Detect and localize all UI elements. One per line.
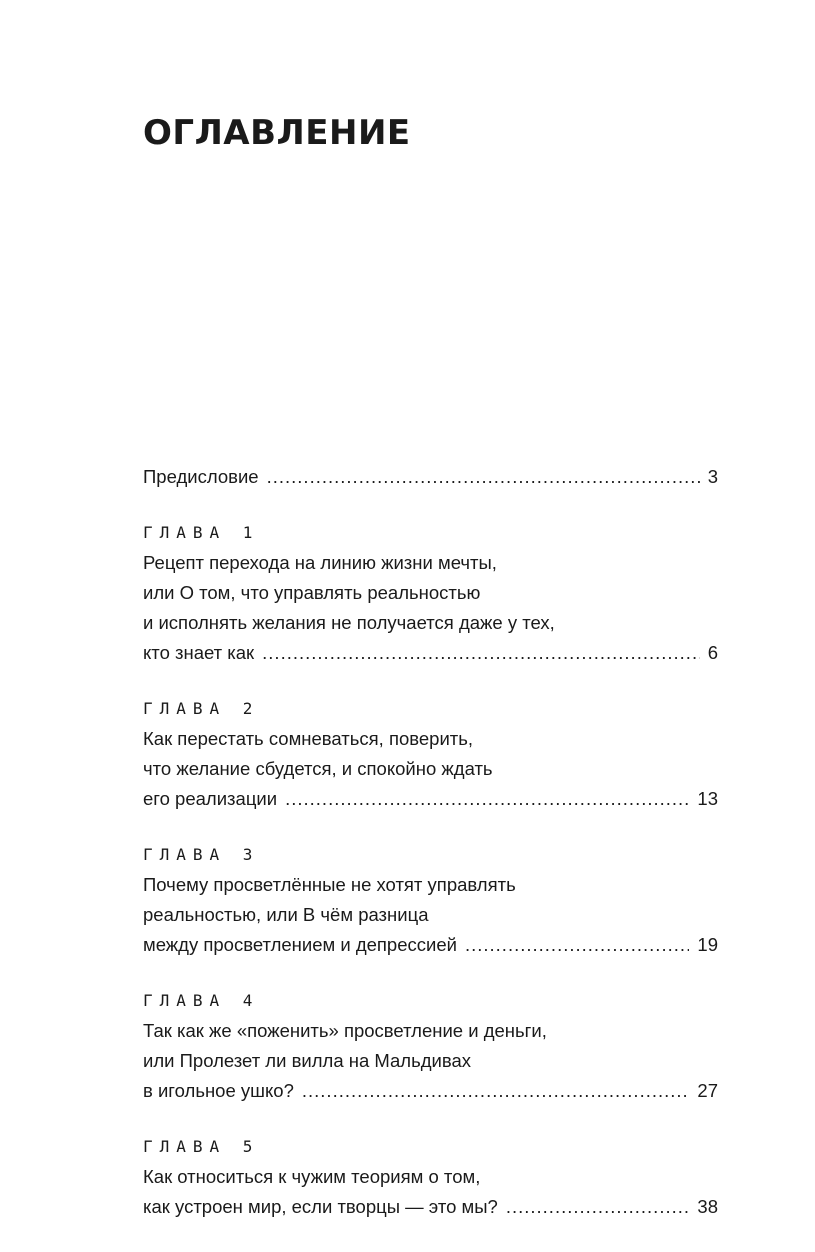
chapter-title-line: Как перестать сомневаться, поверить, [143, 728, 474, 749]
chapter-title-line: его реализации [143, 788, 278, 809]
toc-entry-title: Предисловие [143, 466, 259, 487]
toc-line [143, 638, 718, 668]
dot-leader [465, 930, 689, 960]
chapter-title-line: и исполнять желания не получается даже у тех, [143, 612, 555, 633]
dot-leader [267, 462, 700, 492]
chapter-label: ГЛАВА 3 [143, 845, 260, 864]
toc-entry-chapter-2[interactable] [143, 694, 718, 814]
page-number: 19 [697, 934, 718, 955]
toc-line [143, 1192, 718, 1222]
chapter-title-line: реальностью, или В чём разница [143, 904, 429, 925]
chapter-title-line: как устроен мир, если творцы — это мы? [143, 1196, 498, 1217]
page-number: 6 [707, 642, 718, 663]
page-title: ОГЛАВЛЕНИЕ [143, 113, 411, 153]
chapter-title-line: Так как же «поженить» просветление и деньги, [143, 1020, 547, 1041]
chapter-label: ГЛАВА 1 [143, 523, 260, 542]
chapter-title-line: Как относиться к чужим теориям о том, [143, 1166, 481, 1187]
toc-line [143, 784, 718, 814]
dot-leader [302, 1076, 690, 1106]
toc-entry-preface[interactable] [143, 462, 718, 492]
dot-leader [506, 1192, 690, 1222]
page-number: 38 [697, 1196, 718, 1217]
toc-line [143, 1076, 718, 1106]
chapter-label: ГЛАВА 5 [143, 1137, 260, 1156]
chapter-title-line: что желание сбудется, и спокойно ждать [143, 758, 493, 779]
toc-line [143, 462, 718, 492]
chapter-label: ГЛАВА 2 [143, 699, 260, 718]
chapter-title-line: между просветлением и депрессией [143, 934, 457, 955]
chapter-label: ГЛАВА 4 [143, 991, 260, 1010]
chapter-title-line: Рецепт перехода на линию жизни мечты, [143, 552, 497, 573]
chapter-title-line: или Пролезет ли вилла на Мальдивах [143, 1050, 472, 1071]
toc-line [143, 930, 718, 960]
dot-leader [262, 638, 700, 668]
chapter-title-line: кто знает как [143, 642, 255, 663]
toc-entry-chapter-1[interactable] [143, 518, 718, 668]
toc-entry-chapter-5[interactable] [143, 1132, 718, 1222]
table-of-contents [143, 462, 718, 1248]
chapter-title-line: или О том, что управлять реальностью [143, 582, 481, 603]
toc-entry-chapter-4[interactable] [143, 986, 718, 1106]
page-number: 3 [707, 466, 718, 487]
dot-leader [285, 784, 689, 814]
page-number: 13 [697, 788, 718, 809]
toc-entry-chapter-3[interactable] [143, 840, 718, 960]
page-number: 27 [697, 1080, 718, 1101]
chapter-title-line: в игольное ушко? [143, 1080, 294, 1101]
chapter-title-line: Почему просветлённые не хотят управлять [143, 874, 516, 895]
